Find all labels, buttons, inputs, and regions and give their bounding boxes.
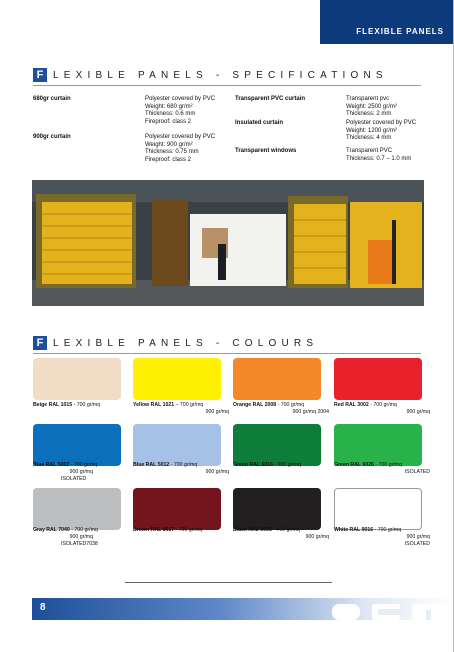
colour-name: Orange RAL 2008 xyxy=(233,402,277,408)
spec-line: Weight: 680 gr/m² xyxy=(145,103,193,110)
colour-weight: 900 gr/mq xyxy=(277,462,301,468)
colour-weight: 700 gr/mq xyxy=(178,527,203,533)
spec-name-insulated: Insulated curtain xyxy=(235,120,284,126)
spec-detail-900 xyxy=(145,134,215,164)
caption-red: Red RAL 3002 - 700 gr/mq 900 gr/mq xyxy=(334,402,430,415)
colour-weight: 700 gr/mq xyxy=(377,527,402,533)
spec-line: Polyester covered by PVC xyxy=(145,96,216,102)
spec-line: Thickness: 0.7 – 1.0 mm xyxy=(346,155,412,162)
colour-weight: 700 gr/mq xyxy=(74,527,98,533)
colour-extra: 900 gr/mq xyxy=(406,534,430,540)
swatch-white-9016 xyxy=(334,488,422,530)
caption-yellow: Yellow RAL 1021 – 700 gr/mq 900 gr/mq xyxy=(133,402,229,415)
colour-extra: 900 gr/mq xyxy=(69,534,93,540)
caption-orange: Orange RAL 2008 - 700 gr/mq 900 gr/mq 2004 xyxy=(233,402,329,415)
colour-extra: ISOLATED xyxy=(404,541,430,547)
spec-line: Weight: 900 gr/m² xyxy=(145,141,193,148)
colour-weight: 700 gr/mq xyxy=(280,402,305,408)
colours-title-rule xyxy=(33,353,421,354)
colours-title-text: LEXIBLE PANELS - COLOURS xyxy=(53,337,319,349)
colour-extra: ISOLATED xyxy=(61,476,87,482)
spec-name-windows: Transparent windows xyxy=(235,148,297,154)
spec-detail-windows xyxy=(346,148,411,163)
spec-name-transparent-pvc: Transparent PVC curtain xyxy=(235,96,306,102)
spec-line: Fireproof: class 2 xyxy=(145,156,192,163)
colour-weight: 700 gr/mq xyxy=(373,402,397,408)
colour-extra: ISOLATED7038 xyxy=(61,541,98,547)
swatch-black-9005 xyxy=(233,488,321,530)
specs-title-text: LEXIBLE PANELS - SPECIFICATIONS xyxy=(53,69,388,81)
colours-title-initial: F xyxy=(33,336,47,350)
section-tab xyxy=(320,0,454,44)
spec-line: Thickness: 0.6 mm xyxy=(145,111,196,117)
spec-name-900: 900gr curtain xyxy=(33,134,71,140)
colour-weight: 700 gr/mq xyxy=(73,462,98,468)
spec-line: Weight: 1200 gr/m² xyxy=(346,127,397,134)
colour-name: Brown RAL 8017 xyxy=(133,527,175,533)
colour-extra: 900 gr/mq xyxy=(69,469,93,475)
swatch-beige-1015 xyxy=(33,358,121,400)
spec-line: Transparent PVC xyxy=(346,148,393,154)
colour-name: Green RAL 6026 xyxy=(334,462,374,468)
specs-title-initial: F xyxy=(33,68,47,82)
colour-name: Red RAL 3002 xyxy=(334,402,369,408)
caption-blue-5012: Blue RAL 5012 - 700 gr/mq 900 gr/mq xyxy=(133,462,229,475)
colour-weight: 700 gr/mq xyxy=(173,462,198,468)
spec-line: Thickness: 4 mm xyxy=(346,135,392,141)
caption-green-6026: Green RAL 6026 - 700 gr/mq ISOLATED xyxy=(334,462,430,475)
spec-name-680: 680gr curtain xyxy=(33,96,71,102)
footer-rule xyxy=(125,582,332,583)
swatch-orange-2008 xyxy=(233,358,321,400)
colour-weight: 700 gr/mq xyxy=(179,402,204,408)
swatch-yellow-1021 xyxy=(133,358,221,400)
specs-title-rule xyxy=(33,85,421,86)
swatch-blue-5002 xyxy=(33,424,121,466)
spec-detail-transparent-pvc xyxy=(346,96,397,119)
colour-weight: 700 gr/mq xyxy=(76,402,101,408)
spec-line: Weight: 2500 gr/m² xyxy=(346,103,397,110)
caption-black: Black RAL 9005 - 700 gr/mq 900 gr/mq xyxy=(233,527,329,540)
colour-extra: 900 gr/mq xyxy=(205,469,229,475)
spec-line: Thickness: 2 mm xyxy=(346,111,392,117)
colour-name: White RAL 9016 xyxy=(334,527,374,533)
caption-beige: Beige RAL 1015 - 700 gr/mq xyxy=(33,402,101,408)
page-number: 8 xyxy=(40,602,46,613)
colour-weight: 700 gr/mq xyxy=(276,527,300,533)
caption-brown: Brown RAL 8017 - 700 gr/mq xyxy=(133,527,203,533)
colour-extra: 900 gr/mq xyxy=(406,409,430,415)
colour-name: Gray RAL 7040 xyxy=(33,527,70,533)
footer-bar xyxy=(32,598,452,620)
spec-line: Transparent pvc xyxy=(346,96,390,102)
section-tab-label: FLEXIBLE PANELS xyxy=(356,27,444,36)
colour-name: Black RAL 9005 xyxy=(233,527,272,533)
warehouse-photo xyxy=(32,180,424,306)
colour-name: Green RAL 6016 xyxy=(233,462,273,468)
swatch-gray-7040 xyxy=(33,488,121,530)
colour-extra: 900 gr/mq 2004 xyxy=(292,409,329,415)
colours-title xyxy=(33,335,318,351)
swatch-green-6016 xyxy=(233,424,321,466)
spec-line: Polyester covered by PVC xyxy=(346,120,417,126)
colour-extra: 900 gr/mq xyxy=(305,534,329,540)
colour-name: Blue RAL 5012 xyxy=(133,462,170,468)
swatch-brown-8017 xyxy=(133,488,221,530)
colour-extra: ISOLATED xyxy=(404,469,430,475)
colour-weight: 700 gr/mq xyxy=(378,462,402,468)
colour-name: Blue RAL 5002 xyxy=(33,462,70,468)
spec-line: Fireproof: class 2 xyxy=(145,118,192,125)
caption-gray: Gray RAL 7040 - 700 gr/mq 900 gr/mq ISOLATED7038 xyxy=(33,527,129,548)
colour-name: Yellow RAL 1021 xyxy=(133,402,175,408)
spec-line: Thickness: 0.75 mm xyxy=(145,149,199,155)
warehouse-photo-illustration xyxy=(32,180,424,306)
caption-white: White RAL 9016 - 700 gr/mq 900 gr/mq ISOLATED xyxy=(334,527,430,547)
swatch-red-3002 xyxy=(334,358,422,400)
swatch-green-6026 xyxy=(334,424,422,466)
specs-title xyxy=(33,67,388,83)
caption-blue-5002: Blue RAL 5002 - 700 gr/mq 900 gr/mq ISOLATED xyxy=(33,462,129,483)
spec-detail-insulated xyxy=(346,120,416,143)
spec-line: Polyester covered by PVC xyxy=(145,134,216,140)
colour-extra: 900 gr/mq xyxy=(205,409,229,415)
ocm-logo xyxy=(322,598,452,620)
colour-name: Beige RAL 1015 xyxy=(33,402,73,408)
swatch-blue-5012 xyxy=(133,424,221,466)
spec-detail-680 xyxy=(145,96,215,126)
caption-green-6016: Green RAL 6016 - 900 gr/mq xyxy=(233,462,301,468)
